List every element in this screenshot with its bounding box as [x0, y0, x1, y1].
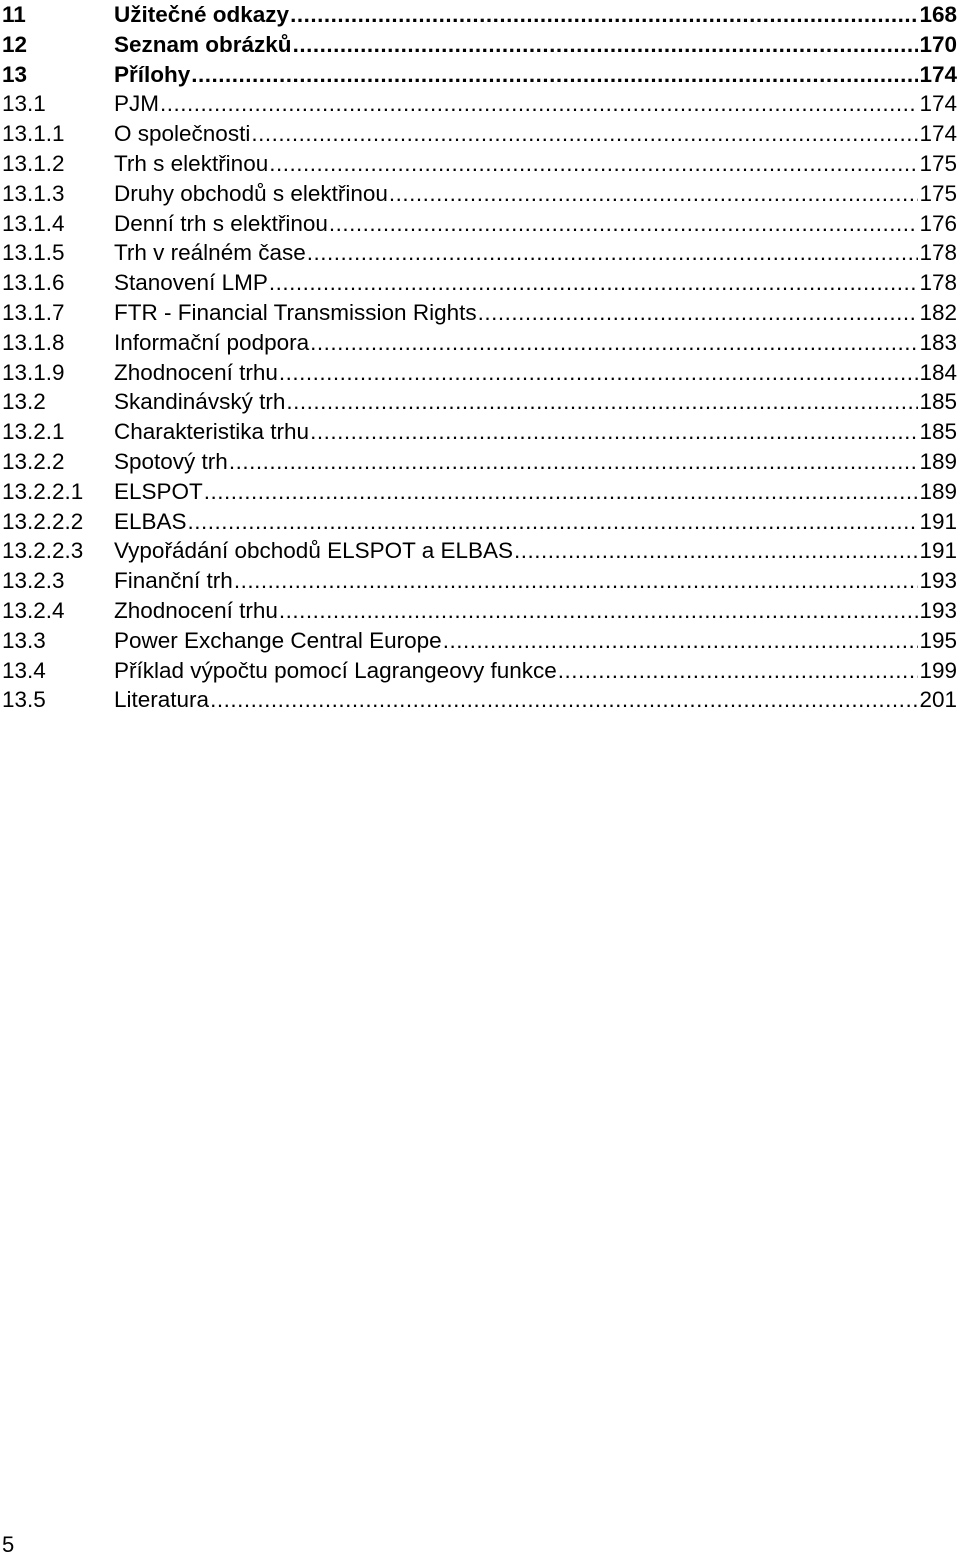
toc-entry[interactable]	[2, 30, 957, 60]
toc-dot-leader	[210, 685, 918, 715]
toc-entry-page: 191	[919, 508, 957, 534]
toc-entry-page: 199	[919, 657, 957, 683]
toc-entry[interactable]	[2, 209, 957, 239]
toc-entry-page: 182	[919, 299, 957, 325]
toc-entry-number: 13.1.7	[2, 299, 65, 325]
toc-entry-number: 13.1.3	[2, 180, 65, 206]
toc-entry-title: Zhodnocení trhu	[114, 597, 278, 623]
toc-entry[interactable]	[2, 328, 957, 358]
toc-dot-leader	[286, 387, 918, 417]
toc-dot-leader	[160, 89, 918, 119]
toc-dot-leader	[251, 119, 918, 149]
toc-entry[interactable]	[2, 298, 957, 328]
toc-entry[interactable]	[2, 626, 957, 656]
toc-entry-page: 175	[919, 180, 957, 206]
toc-entry-title: Příklad výpočtu pomocí Lagrangeovy funkce	[114, 657, 557, 683]
toc-entry-title: Informační podpora	[114, 329, 310, 355]
toc-dot-leader	[310, 328, 918, 358]
toc-entry-number: 13.2.2	[2, 448, 65, 474]
toc-dot-leader	[290, 0, 918, 30]
toc-entry-page: 184	[919, 359, 957, 385]
toc-entry-page: 174	[919, 91, 957, 117]
toc-entry[interactable]	[2, 477, 957, 507]
toc-entry-title: Druhy obchodů s elektřinou	[114, 180, 388, 206]
toc-entry[interactable]	[2, 536, 957, 566]
toc-entry-number: 13.1.6	[2, 270, 65, 296]
toc-entry-number: 13.1.5	[2, 240, 65, 266]
toc-entry-title: ELBAS	[114, 508, 187, 534]
toc-entry[interactable]	[2, 417, 957, 447]
toc-dot-leader	[279, 358, 919, 388]
toc-entry-number: 13.2.3	[2, 568, 65, 594]
toc-dot-leader	[310, 417, 918, 447]
toc-entry-title: Trh s elektřinou	[114, 150, 269, 176]
toc-entry-page: 185	[919, 419, 957, 445]
toc-entry-page: 175	[919, 150, 957, 176]
toc-entry-number: 12	[2, 31, 28, 57]
table-of-contents	[2, 0, 957, 715]
toc-entry-title: Charakteristika trhu	[114, 419, 310, 445]
toc-entry-number: 13.1.4	[2, 210, 65, 236]
toc-entry-number: 13.1.2	[2, 150, 65, 176]
toc-dot-leader	[269, 268, 919, 298]
toc-entry-number: 11	[2, 2, 26, 27]
toc-entry-page: 195	[919, 627, 957, 653]
toc-entry-title: Stanovení LMP	[114, 270, 268, 296]
toc-entry[interactable]	[2, 387, 957, 417]
toc-entry-number: 13.2.2.1	[2, 478, 84, 504]
toc-entry-page: 183	[919, 329, 957, 355]
toc-entry[interactable]	[2, 656, 957, 686]
toc-dot-leader	[269, 149, 918, 179]
toc-dot-leader	[293, 30, 919, 60]
toc-entry-number: 13	[2, 61, 28, 87]
toc-dot-leader	[478, 298, 919, 328]
toc-entry-page: 185	[919, 389, 957, 415]
toc-entry[interactable]	[2, 685, 957, 715]
toc-entry-title: Skandinávský trh	[114, 389, 286, 415]
toc-dot-leader	[514, 536, 918, 566]
toc-dot-leader	[558, 656, 919, 686]
toc-dot-leader	[188, 507, 919, 537]
toc-entry[interactable]	[2, 566, 957, 596]
toc-entry[interactable]	[2, 60, 957, 90]
toc-entry[interactable]	[2, 119, 957, 149]
toc-entry-title: Trh v reálném čase	[114, 240, 306, 266]
toc-dot-leader	[279, 596, 919, 626]
toc-entry-number: 13.1.1	[2, 121, 65, 147]
toc-entry-page: 191	[919, 538, 957, 564]
toc-entry[interactable]	[2, 238, 957, 268]
toc-dot-leader	[204, 477, 919, 507]
toc-entry-page: 193	[919, 597, 957, 623]
toc-entry-number: 13.2	[2, 389, 46, 415]
toc-entry[interactable]	[2, 358, 957, 388]
toc-entry-title: Finanční trh	[114, 568, 233, 594]
toc-entry[interactable]	[2, 0, 957, 30]
toc-entry-page: 189	[919, 478, 957, 504]
toc-entry-page: 170	[919, 31, 957, 57]
toc-entry-title: Užitečné odkazy	[114, 2, 290, 27]
toc-entry[interactable]	[2, 596, 957, 626]
toc-entry[interactable]	[2, 179, 957, 209]
toc-dot-leader	[234, 566, 919, 596]
toc-entry-number: 13.1.9	[2, 359, 65, 385]
toc-entry[interactable]	[2, 149, 957, 179]
toc-entry-title: Zhodnocení trhu	[114, 359, 278, 385]
page-number: 5	[2, 1532, 15, 1557]
toc-dot-leader	[443, 626, 919, 656]
toc-dot-leader	[229, 447, 919, 477]
toc-entry[interactable]	[2, 507, 957, 537]
toc-entry-title: Seznam obrázků	[114, 31, 292, 57]
toc-dot-leader	[191, 60, 918, 90]
toc-entry-number: 13.1	[2, 91, 46, 117]
toc-entry-page: 178	[919, 240, 957, 266]
toc-entry-number: 13.4	[2, 657, 46, 683]
toc-entry-page: 174	[919, 121, 957, 147]
toc-entry-number: 13.2.2.2	[2, 508, 84, 534]
toc-entry-number: 13.2.1	[2, 419, 65, 445]
toc-entry[interactable]	[2, 89, 957, 119]
toc-entry-title: ELSPOT	[114, 478, 203, 504]
toc-entry-page: 189	[919, 448, 957, 474]
toc-dot-leader	[389, 179, 919, 209]
toc-entry-title: FTR - Financial Transmission Rights	[114, 299, 477, 325]
toc-entry-page: 201	[919, 687, 957, 713]
toc-entry-page: 193	[919, 568, 957, 594]
toc-entry-title: Spotový trh	[114, 448, 228, 474]
toc-entry-title: O společnosti	[114, 121, 251, 147]
toc-entry[interactable]	[2, 447, 957, 477]
toc-entry-title: Denní trh s elektřinou	[114, 210, 328, 236]
toc-entry-title: Vypořádání obchodů ELSPOT a ELBAS	[114, 538, 514, 564]
toc-entry-number: 13.1.8	[2, 329, 65, 355]
toc-entry-page: 168	[919, 2, 957, 27]
toc-entry-title: PJM	[114, 91, 159, 117]
toc-entry[interactable]	[2, 268, 957, 298]
toc-entry-number: 13.5	[2, 687, 46, 713]
toc-entry-number: 13.2.4	[2, 597, 65, 623]
toc-entry-title: Literatura	[114, 687, 210, 713]
toc-entry-number: 13.2.2.3	[2, 538, 84, 564]
toc-entry-title: Přílohy	[114, 61, 191, 87]
toc-entry-title: Power Exchange Central Europe	[114, 627, 442, 653]
toc-dot-leader	[329, 209, 919, 239]
toc-entry-number: 13.3	[2, 627, 46, 653]
toc-dot-leader	[307, 238, 919, 268]
toc-entry-page: 178	[919, 270, 957, 296]
toc-entry-page: 176	[919, 210, 957, 236]
toc-entry-page: 174	[919, 61, 957, 87]
